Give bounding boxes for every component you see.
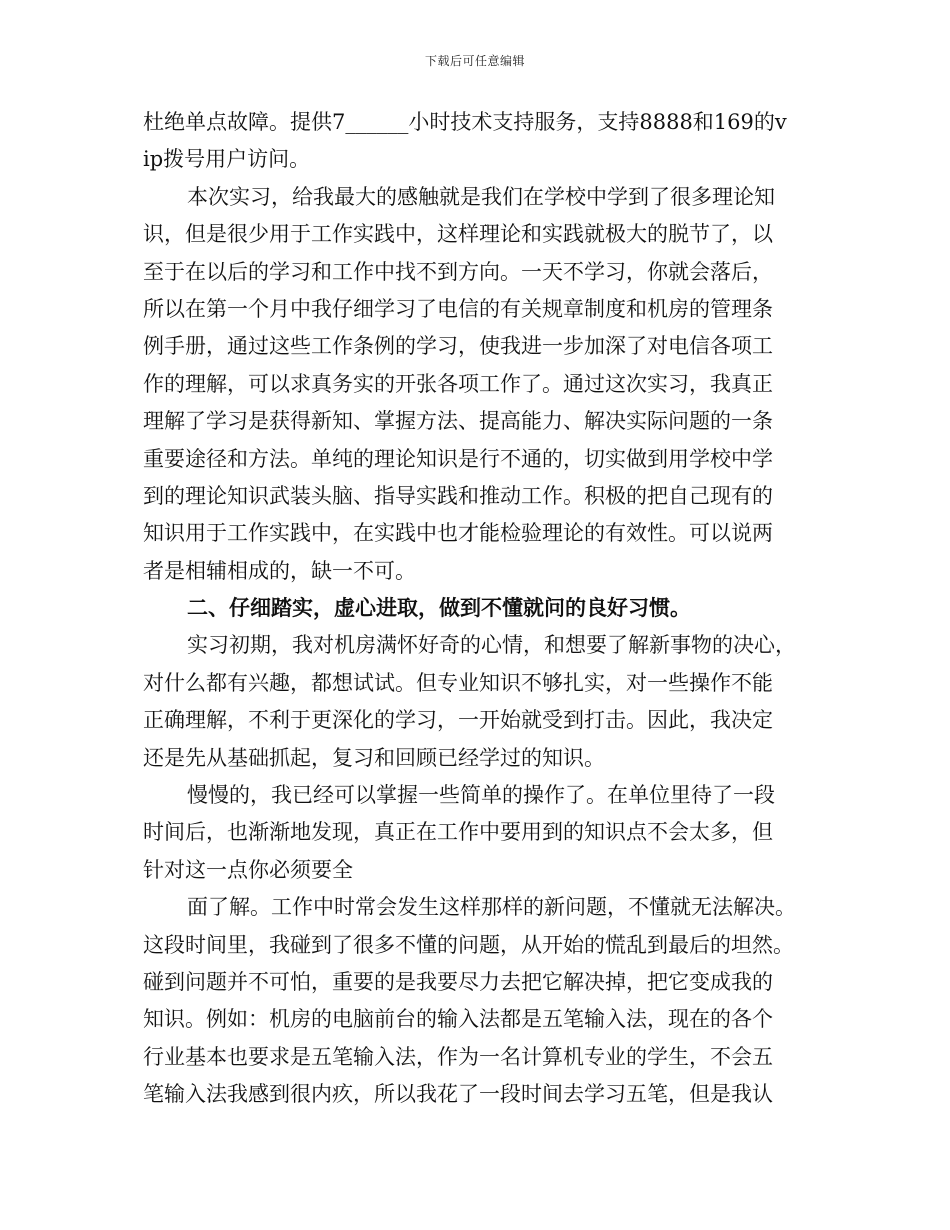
line-text: 慢慢的，我已经可以掌握一些简单的操作了。在单位里待了一段 — [187, 783, 775, 808]
line-text: 这段时间里，我碰到了很多不懂的问题，从开始的慌乱到最后的坦然。 — [143, 932, 794, 957]
line-text: 行业基本也要求是五笔输入法，作为一名计算机专业的学生，不会五 — [143, 1044, 773, 1069]
paragraph-line — [143, 1076, 823, 1113]
paragraph-line — [143, 141, 823, 178]
line-text: 对什么都有兴趣，都想试试。但专业知识不够扎实，对一些操作不能 — [143, 670, 773, 695]
line-text: 面了解。工作中时常会发生这样那样的新问题，不懂就无法解决。 — [187, 895, 796, 920]
line-text: 到的理论知识武装头脑、指导实践和推动工作。积极的把自己现有的 — [143, 483, 773, 508]
paragraph-line — [143, 777, 823, 814]
line-text: 者是相辅相成的，缺一不可。 — [143, 558, 416, 583]
paragraph-line — [143, 702, 823, 739]
line-text: 所以在第一个月中我仔细学习了电信的有关规章制度和机房的管理条 — [143, 296, 773, 321]
line-text: 至于在以后的学习和工作中找不到方向。一天不学习，你就会落后， — [143, 259, 773, 284]
paragraph-line — [143, 852, 823, 889]
paragraph-line — [143, 104, 823, 141]
line-text: 杜绝单点故障。提供7______小时技术支持服务，支持8888和169的v — [143, 110, 787, 134]
line-text: 还是先从基础抓起，复习和回顾已经学过的知识。 — [143, 745, 605, 770]
paragraph-line — [143, 740, 823, 777]
line-text: 知识。例如：机房的电脑前台的输入法都是五笔输入法，现在的各个 — [143, 1007, 773, 1032]
line-text: 知识用于工作实践中，在实践中也才能检验理论的有效性。可以说两 — [143, 521, 773, 546]
line-text: 正确理解，不利于更深化的学习，一开始就受到打击。因此，我决定 — [143, 708, 773, 733]
paragraph-line — [143, 291, 823, 328]
paragraph-line — [143, 366, 823, 403]
paragraph-line — [143, 216, 823, 253]
paragraph-line — [143, 964, 823, 1001]
paragraph-line — [143, 179, 823, 216]
paragraph-line — [143, 1001, 823, 1038]
line-text: 时间后，也渐渐地发现，真正在工作中要用到的知识点不会太多，但 — [143, 820, 773, 845]
paragraph-line — [143, 515, 823, 552]
line-text: 本次实习，给我最大的感触就是我们在学校中学到了很多理论知 — [187, 184, 775, 209]
line-text: 理解了学习是获得新知、掌握方法、提高能力、解决实际问题的一条 — [143, 409, 773, 434]
document-body — [143, 104, 823, 1114]
paragraph-line — [143, 889, 823, 926]
paragraph-line — [143, 403, 823, 440]
line-text: 识，但是很少用于工作实践中，这样理论和实践就极大的脱节了，以 — [143, 222, 773, 247]
line-text: 碰到问题并不可怕，重要的是我要尽力去把它解决掉，把它变成我的 — [143, 969, 773, 994]
paragraph-line — [143, 328, 823, 365]
paragraph-line — [143, 553, 823, 590]
paragraph-line — [143, 627, 823, 664]
line-text: ip拨号用户访问。 — [143, 147, 311, 172]
line-text: 例手册，通过这些工作条例的学习，使我进一步加深了对电信各项工 — [143, 334, 773, 359]
page-header: 下载后可任意编辑 — [424, 54, 525, 68]
line-text: 作的理解，可以求真务实的开张各项工作了。通过这次实习，我真正 — [143, 371, 773, 396]
section-heading — [143, 590, 823, 627]
paragraph-line — [143, 441, 823, 478]
paragraph-line — [143, 927, 823, 964]
line-text: 重要途径和方法。单纯的理论知识是行不通的，切实做到用学校中学 — [143, 446, 773, 471]
paragraph-line — [143, 814, 823, 851]
paragraph-line — [143, 478, 823, 515]
line-text: 二、仔细踏实，虚心进取，做到不懂就问的良好习惯。 — [187, 596, 691, 621]
paragraph-line — [143, 254, 823, 291]
paragraph-line — [143, 1039, 823, 1076]
paragraph-line — [143, 665, 823, 702]
line-text: 针对这一点你必须要全 — [143, 857, 353, 882]
line-text: 笔输入法我感到很内疚，所以我花了一段时间去学习五笔，但是我认 — [143, 1082, 773, 1107]
line-text: 实习初期，我对机房满怀好奇的心情，和想要了解新事物的决心， — [187, 633, 796, 658]
